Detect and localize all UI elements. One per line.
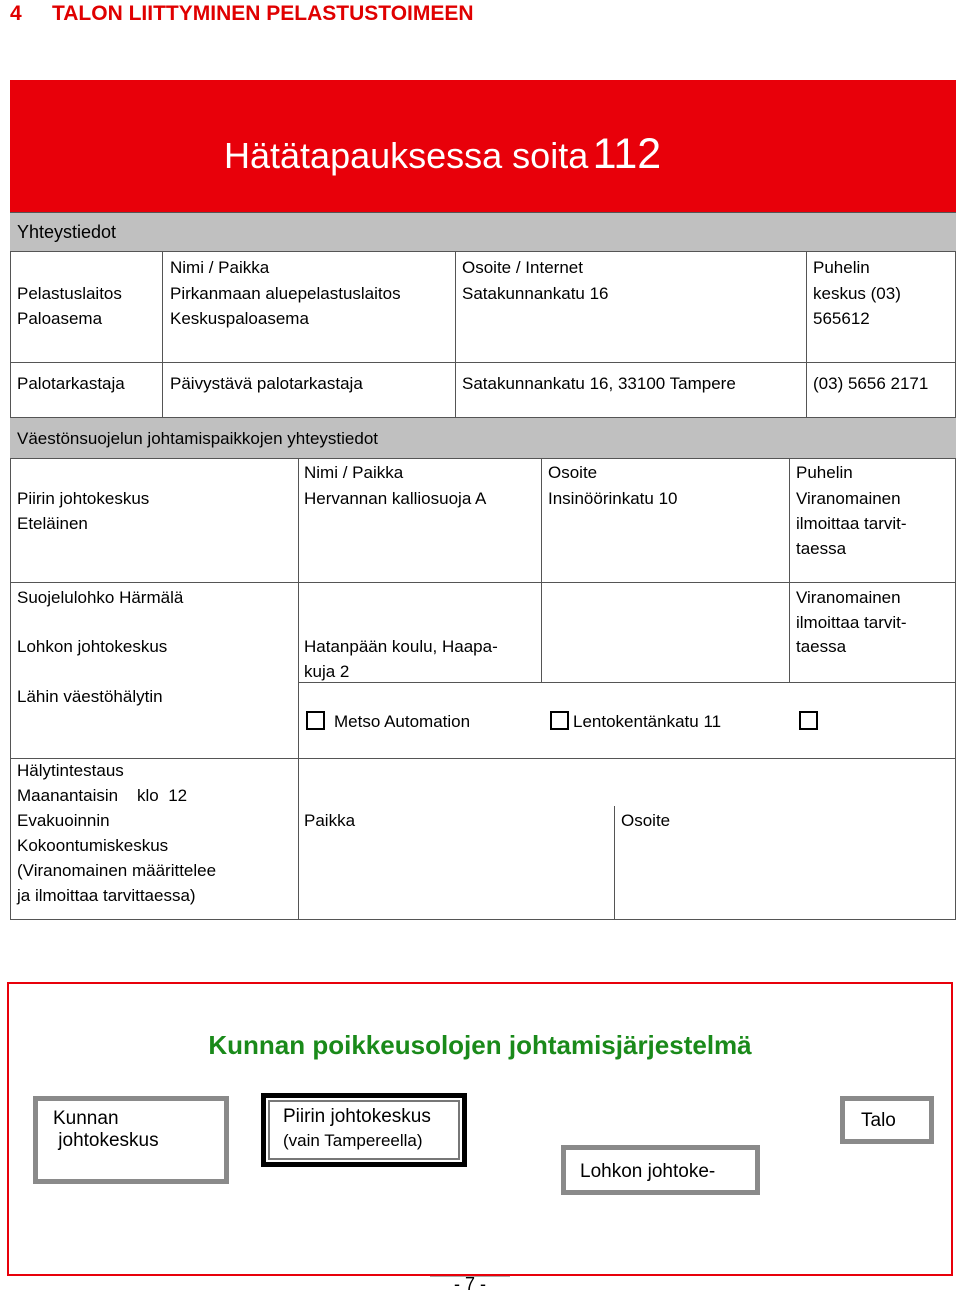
block-center-text: Lohkon johtoke- <box>580 1161 716 1182</box>
evac-line-1: Evakuoinnin <box>17 811 110 830</box>
page-number: - 7 - <box>453 1274 486 1294</box>
block-name-2: kuja 2 <box>304 662 350 681</box>
inspector-name: Päivystävä palotarkastaja <box>170 374 363 393</box>
inspector-label: Palotarkastaja <box>17 374 125 393</box>
rescue-label-1: Pelastuslaitos <box>17 284 122 303</box>
district-phone-3: taessa <box>796 539 847 558</box>
inspector-address: Satakunnankatu 16, 33100 Tampere <box>462 374 736 393</box>
block-phone-3: taessa <box>796 637 847 656</box>
municipal-center-line-1: Kunnan <box>53 1108 119 1129</box>
contacts-header-bar <box>10 212 956 252</box>
municipal-center-box <box>33 1096 229 1184</box>
district-label-1: Piirin johtokeskus <box>17 489 150 508</box>
district-label-2: Eteläinen <box>17 514 88 533</box>
block-label: Suojelulohko Härmälä <box>17 588 184 607</box>
diagram-title: Kunnan poikkeusolojen johtamisjärjestelmä <box>208 1030 752 1060</box>
emergency-number: 112 <box>592 130 662 178</box>
siren-address-checkbox[interactable] <box>550 711 569 730</box>
district-phone-1: Viranomainen <box>796 489 901 508</box>
evac-line-4: ja ilmoittaa tarvittaessa) <box>17 886 196 905</box>
siren-label: Lähin väestöhälytin <box>17 687 163 706</box>
evac-place: Paikka <box>304 811 356 830</box>
contacts-col-address: Osoite / Internet <box>462 258 583 277</box>
district-address: Insinöörinkatu 10 <box>548 489 678 508</box>
emergency-text: Hätätapauksessa soita <box>224 135 589 176</box>
district-center-line-2: (vain Tampereella) <box>283 1131 423 1150</box>
siren-phone-checkbox[interactable] <box>799 711 818 730</box>
inspector-phone: (03) 5656 2171 <box>813 374 929 393</box>
emergency-banner <box>10 80 956 212</box>
district-phone-2: ilmoittaa tarvit- <box>796 514 907 533</box>
contacts-col-phone: Puhelin <box>813 258 870 277</box>
district-center-line-1: Piirin johtokeskus <box>283 1106 431 1127</box>
district-name: Hervannan kalliosuoja A <box>304 489 487 508</box>
block-phone-2: ilmoittaa tarvit- <box>796 613 907 632</box>
civil-col-name: Nimi / Paikka <box>304 463 404 482</box>
siren-name: Metso Automation <box>334 712 471 731</box>
rescue-address: Satakunnankatu 16 <box>462 284 609 303</box>
block-center-label: Lohkon johtokeskus <box>17 637 168 656</box>
contacts-col-name: Nimi / Paikka <box>170 258 270 277</box>
block-name-1: Hatanpään koulu, Haapa- <box>304 637 498 656</box>
siren-address: Lentokentänkatu 11 <box>573 712 722 731</box>
test-line-1: Hälytintestaus <box>17 761 124 780</box>
evac-line-2: Kokoontumiskeskus <box>17 836 169 855</box>
rescue-phone-2: 565612 <box>813 309 870 328</box>
civil-header: Väestönsuojelun johtamispaikkojen yhteystiedot <box>17 429 379 448</box>
municipal-center-line-2: johtokeskus <box>53 1130 159 1151</box>
section-title: TALON LIITTYMINEN PELASTUSTOIMEEN <box>52 2 474 25</box>
rescue-label-2: Paloasema <box>17 309 103 328</box>
civil-col-phone: Puhelin <box>796 463 853 482</box>
evac-line-3: (Viranomainen määrittelee <box>17 861 217 880</box>
contacts-header: Yhteystiedot <box>17 222 117 242</box>
section-number: 4 <box>10 2 22 25</box>
house-text: Talo <box>861 1110 896 1131</box>
rescue-name-1: Pirkanmaan aluepelastuslaitos <box>170 284 401 303</box>
rescue-name-2: Keskuspaloasema <box>170 309 309 328</box>
siren-name-checkbox[interactable] <box>306 711 325 730</box>
block-center-box <box>561 1145 760 1195</box>
house-box <box>840 1096 934 1144</box>
evac-address: Osoite <box>621 811 671 830</box>
test-line-2: Maanantaisin klo 12 <box>17 786 188 805</box>
civil-col-address: Osoite <box>548 463 598 482</box>
district-center-box <box>261 1093 467 1167</box>
block-phone-1: Viranomainen <box>796 588 901 607</box>
rescue-phone-1: keskus (03) <box>813 284 901 303</box>
